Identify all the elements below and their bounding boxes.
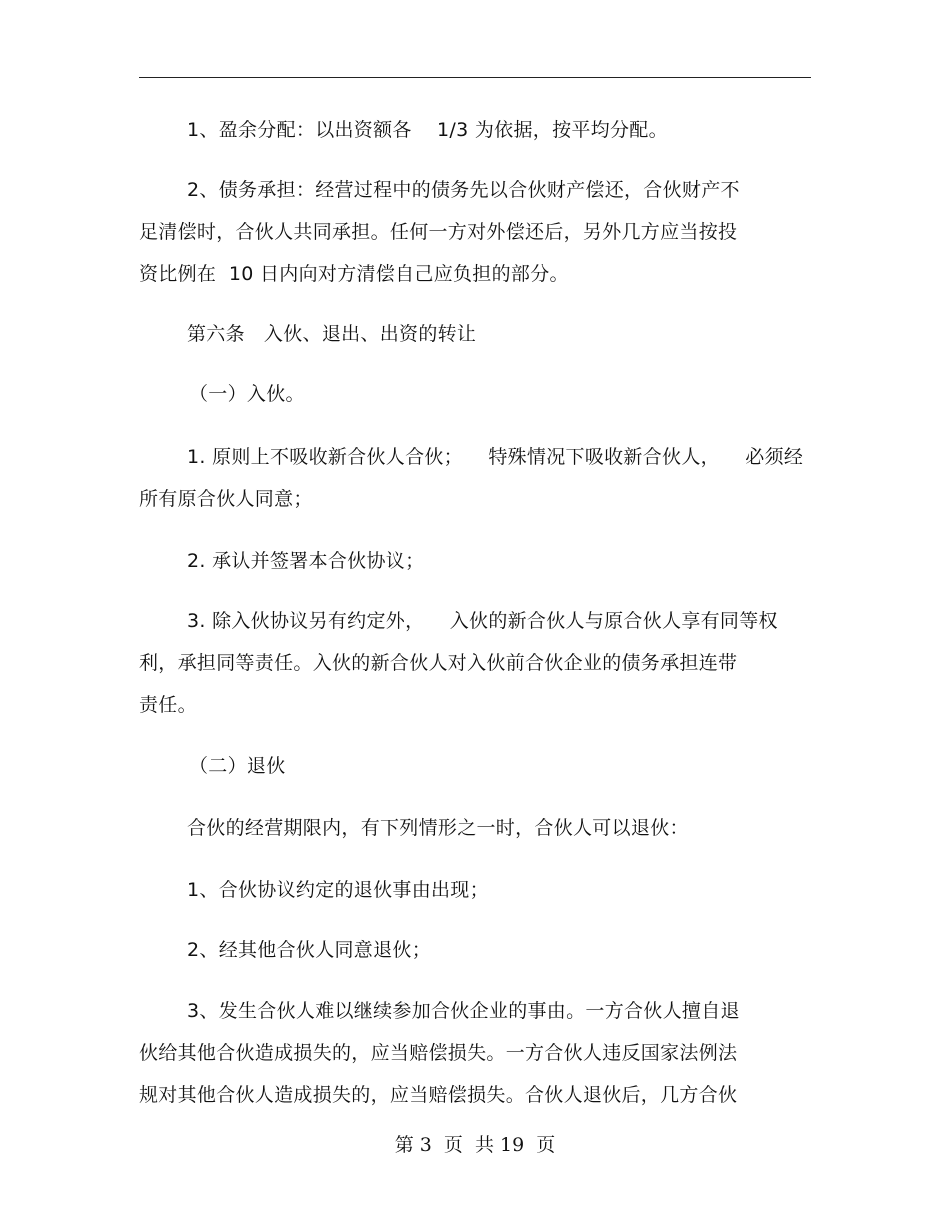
- text-line: 伙给其他合伙造成损失的，应当赔偿损失。一方合伙人违反国家法例法: [139, 1042, 738, 1064]
- text-line: 合伙的经营期限内，有下列情形之一时，合伙人可以退伙：: [187, 817, 689, 839]
- text-line: 责任。: [139, 694, 197, 716]
- text-line: 1、盈余分配：以出资额各 1/3 为依据，按平均分配。: [187, 119, 668, 141]
- article-heading: 第六条 入伙、退出、出资的转让: [187, 323, 477, 345]
- text-line: 足清偿时，合伙人共同承担。任何一方对外偿还后，另外几方应当按投: [139, 221, 738, 243]
- text-line: 2. 承认并签署本合伙协议；: [187, 550, 425, 572]
- text-line: 1、合伙协议约定的退伙事由出现；: [187, 879, 489, 901]
- page-number-footer: 第 3 页 共 19 页: [394, 1134, 556, 1156]
- header-rule: [139, 77, 811, 78]
- text-line: 3、发生合伙人难以继续参加合伙企业的事由。一方合伙人擅自退: [187, 1000, 740, 1022]
- section-heading: （一）入伙。: [189, 383, 305, 405]
- text-line: 1. 原则上不吸收新合伙人合伙； 特殊情况下吸收新合伙人， 必须经: [187, 446, 804, 468]
- text-line: 利，承担同等责任。入伙的新合伙人对入伙前合伙企业的债务承担连带: [139, 652, 738, 674]
- text-line: 规对其他合伙人造成损失的，应当赔偿损失。合伙人退伙后，几方合伙: [139, 1084, 738, 1106]
- text-line: 2、经其他合伙人同意退伙；: [187, 939, 431, 961]
- text-line: 3. 除入伙协议另有约定外， 入伙的新合伙人与原合伙人享有同等权: [187, 610, 778, 632]
- text-line: 所有原合伙人同意；: [139, 488, 313, 510]
- text-line: 资比例在 10 日内向对方清偿自己应负担的部分。: [139, 263, 569, 285]
- section-heading: （二）退伙: [189, 755, 286, 777]
- text-line: 2、债务承担：经营过程中的债务先以合伙财产偿还，合伙财产不: [187, 179, 740, 201]
